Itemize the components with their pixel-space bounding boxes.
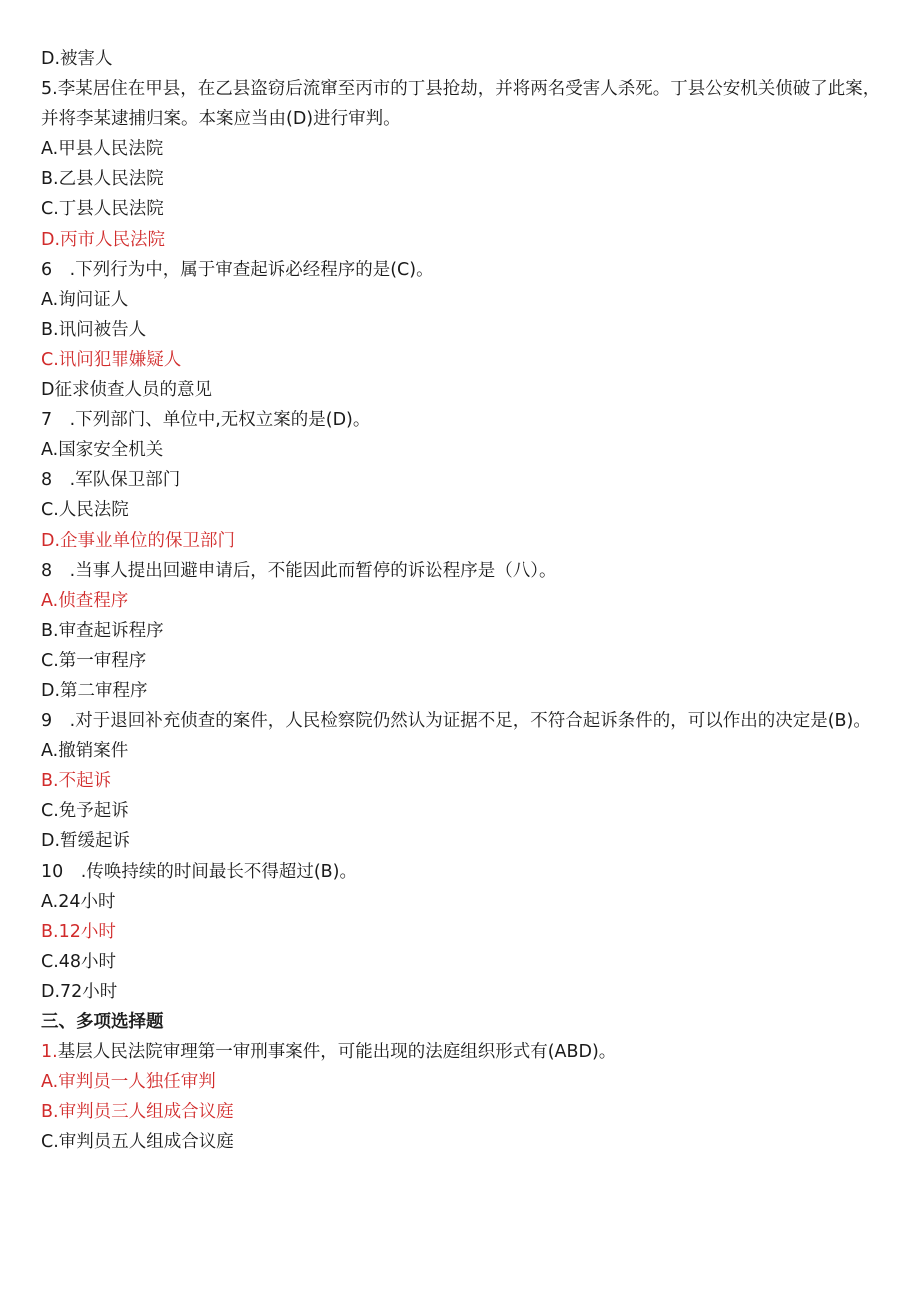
option-d: D.被害人 <box>41 49 113 69</box>
question-8: 8 .当事人提出回避申请后，不能因此而暂停的诉讼程序是（八）。 <box>41 560 557 581</box>
section-heading: 三、多项选择题 <box>41 1012 164 1032</box>
question-10: 10 .传唤持续的时间最长不得超过(B)。 <box>41 861 357 882</box>
option-a: A.撤销案件 <box>41 741 129 762</box>
option-c: C.丁县人民法院 <box>41 199 164 220</box>
answer-option-c: C.讯问犯罪嫌疑人 <box>41 349 182 370</box>
option-d: D.72小时 <box>41 981 118 1002</box>
question-number: 1. <box>41 1042 58 1063</box>
multi-question-1 <box>41 1037 881 1067</box>
answer-option-d: D.丙市人民法院 <box>41 229 166 250</box>
answer-option-a: A.侦查程序 <box>41 590 129 611</box>
document-page <box>41 44 881 1157</box>
option-c: C.第一审程序 <box>41 650 147 671</box>
option-a: A.24小时 <box>41 891 116 912</box>
option-d: D.暂缓起诉 <box>41 831 131 852</box>
answer-option-b: B.审判员三人组成合议庭 <box>41 1102 234 1123</box>
option-a: A.询问证人 <box>41 289 129 310</box>
question-text: 基层人民法院审理第一审刑事案件，可能出现的法庭组织形式有(ABD)。 <box>57 1042 617 1063</box>
option-a: A.国家安全机关 <box>41 440 164 461</box>
option-b: B.乙县人民法院 <box>41 169 164 190</box>
option-c: C.审判员五人组成合议庭 <box>41 1132 234 1153</box>
option-b: 8 .军队保卫部门 <box>41 470 181 491</box>
option-b: B.审查起诉程序 <box>41 620 164 641</box>
option-c: C.免予起诉 <box>41 801 129 822</box>
question-6: 6 .下列行为中，属于审查起诉必经程序的是(C)。 <box>41 259 434 280</box>
answer-option-b: B.不起诉 <box>41 771 112 792</box>
option-a: A.甲县人民法院 <box>41 139 164 160</box>
answer-option-d: D.企事业单位的保卫部门 <box>41 530 236 551</box>
question-9: 9 .对于退回补充侦查的案件，人民检察院仍然认为证据不足，不符合起诉条件的，可以作出的决定是(B)。 <box>41 711 871 732</box>
question-7: 7 .下列部门、单位中,无权立案的是(D)。 <box>41 410 371 431</box>
question-5: 5.李某居住在甲县，在乙县盗窃后流窜至丙市的丁县抢劫，并将两名受害人杀死。丁县公安机关侦破了此案，并将李某逮捕归案。本案应当由(D)进行审判。 <box>41 79 881 130</box>
answer-option-b: B.12小时 <box>41 921 116 942</box>
option-d: D征求侦查人员的意见 <box>41 380 212 401</box>
option-d: D.第二审程序 <box>41 680 148 701</box>
option-b: B.讯问被告人 <box>41 319 147 340</box>
option-c: C.人民法院 <box>41 500 129 521</box>
option-c: C.48小时 <box>41 951 117 972</box>
answer-option-a: A.审判员一人独任审判 <box>41 1072 216 1093</box>
